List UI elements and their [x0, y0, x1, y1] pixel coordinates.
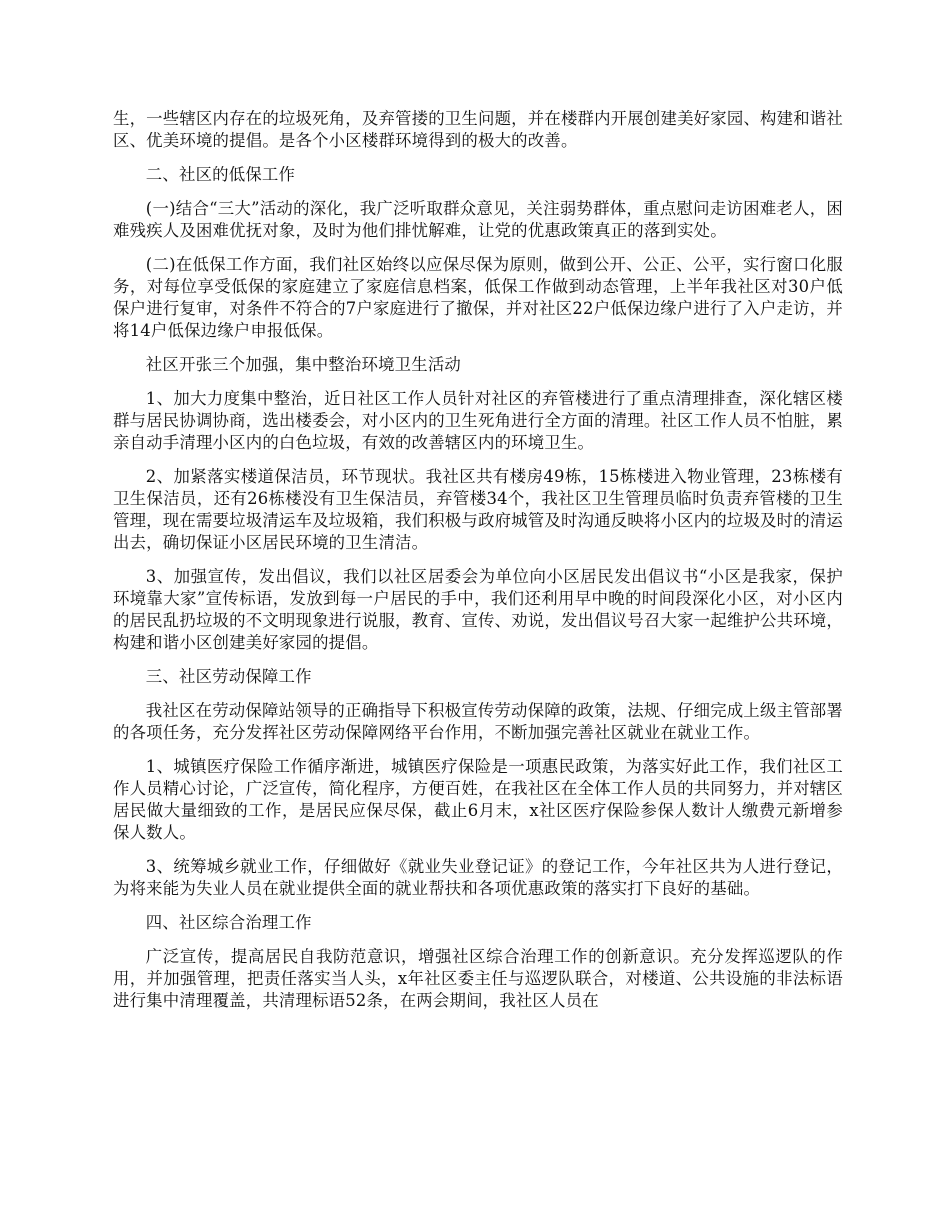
- paragraph-labor-intro: 我社区在劳动保障站领导的正确指导下积极宣传劳动保障的政策，法规、仔细完成上级主管部署的各项任务，充分发挥社区劳动保障网络平台作用，不断加强完善社区就业在就业工作。: [113, 701, 843, 742]
- paragraph-environment-continued: 生，一些辖区内存在的垃圾死角，及弃管搂的卫生问题，并在楼群内开展创建美好家园、构建和谐社区、优美环境的提倡。是各个小区楼群环境得到的极大的改善。: [113, 109, 843, 150]
- paragraph-low-income-2: (二)在低保工作方面，我们社区始终以应保尽保为原则，做到公开、公正、公平，实行窗口化服务，对每位享受低保的家庭建立了家庭信息档案，低保工作做到动态管理，上半年我社区对30户低保户进行复审，对条件不符合的7户家庭进行了撤保，并对社区22户低保边缘户进行了入户走访，并将14户低保边缘户申报低保。: [113, 255, 843, 340]
- paragraph-sanitation-1: 1、加大力度集中整治，近日社区工作人员针对社区的弃管楼进行了重点清理排查，深化辖区楼群与居民协调协商，选出楼委会，对小区内的卫生死角进行全方面的清理。社区工作人员不怕脏，累亲自动手清理小区内的白色垃圾，有效的改善辖区内的环境卫生。: [113, 389, 843, 452]
- heading-low-income-work: 二、社区的低保工作: [145, 165, 296, 184]
- heading-comprehensive-governance: 四、社区综合治理工作: [145, 913, 312, 932]
- paragraph-sanitation-2: 2、加紧落实楼道保洁员，环节现状。我社区共有楼房49栋，15栋楼进入物业管理，23栋楼有卫生保洁员，还有26栋楼没有卫生保洁员，弃管楼34个，我社区卫生管理员临时负责弃管楼的卫生管理，现在需要垃圾清运车及垃圾箱，我们积极与政府城管及时沟通反映将小区内的垃圾及时的清运出去，确切保证小区居民环境的卫生清洁。: [113, 467, 843, 552]
- heading-labor-security: 三、社区劳动保障工作: [145, 667, 312, 686]
- document-page: [113, 108, 843, 1024]
- paragraph-labor-3: 3、统筹城乡就业工作，仔细做好《就业失业登记证》的登记工作，今年社区共为人进行登记，为将来能为失业人员在就业提供全面的就业帮扶和各项优惠政策的落实打下良好的基础。: [113, 857, 843, 898]
- heading-sanitation-campaign: 社区开张三个加强，集中整治环境卫生活动: [145, 355, 462, 374]
- paragraph-labor-1: 1、城镇医疗保险工作循序渐进，城镇医疗保险是一项惠民政策，为落实好此工作，我们社区工作人员精心讨论，广泛宣传，简化程序，方便百姓，在我社区在全体工作人员的共同努力，并对辖区居民做大量细致的工作，是居民应保尽保，截止6月末，x社区医疗保险参保人数计人缴费元新增参保人数人。: [113, 757, 843, 842]
- paragraph-sanitation-3: 3、加强宣传，发出倡议，我们以社区居委会为单位向小区居民发出倡议书“小区是我家，保护环境靠大家”宣传标语，发放到每一户居民的手中，我们还利用早中晚的时间段深化小区，对小区内的居民乱扔垃圾的不文明现象进行说服，教育、宣传、劝说，发出倡议号召大家一起维护公共环境，构建和谐小区创建美好家园的提倡。: [113, 567, 843, 652]
- paragraph-governance-1: 广泛宣传，提高居民自我防范意识，增强社区综合治理工作的创新意识。充分发挥巡逻队的作用，并加强管理，把责任落实当人头，x年社区委主任与巡逻队联合，对楼道、公共设施的非法标语进行集中清理覆盖，共清理标语52条，在两会期间，我社区人员在: [113, 947, 843, 1010]
- paragraph-low-income-1: (一)结合“三大”活动的深化，我广泛听取群众意见，关注弱势群体，重点慰问走访困难老人，困难残疾人及困难优抚对象，及时为他们排忧解难，让党的优惠政策真正的落到实处。: [113, 199, 843, 240]
